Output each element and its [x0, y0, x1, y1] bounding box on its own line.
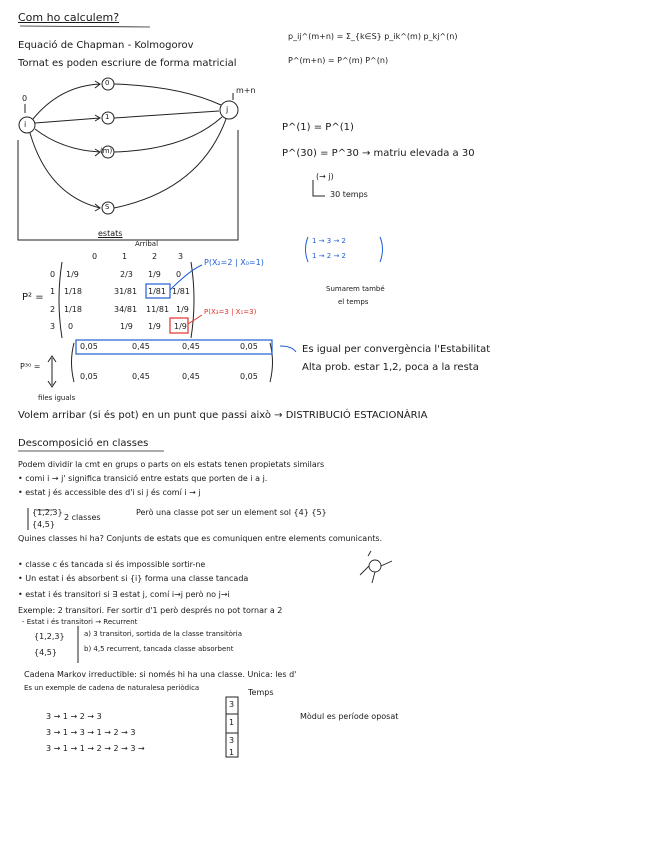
- power-p1: P^(1) = P^(1): [282, 122, 354, 133]
- matrix30-cell: 0,05: [240, 372, 258, 381]
- graph-start-label: 0: [22, 94, 28, 103]
- stationary-line: Volem arribar (si és pot) en un punt que passi això → DISTRIBUCIÓ ESTACIONÀRIA: [18, 410, 428, 421]
- matrix2-row-index: 1: [50, 287, 56, 296]
- example-summary-2: Es un exemple de cadena de naturalesa periòdica: [24, 684, 200, 692]
- example-note-2: b) 4,5 recurrent, tancada classe absorbent: [84, 645, 234, 653]
- decomposition-bullet-1: • classe c és tancada si és impossible sortir-ne: [18, 560, 206, 569]
- matrix2-cell: 1/81: [148, 287, 166, 296]
- graph-node-s-label: S: [105, 203, 110, 211]
- matrix30-name: P³⁰ =: [20, 362, 41, 371]
- decomposition-bullet-2: • Un estat i és absorbent si {i} forma una classe tancada: [18, 574, 249, 583]
- graph-node-1-label: 1: [105, 113, 110, 121]
- paths-line-3: 3 → 1 → 1 → 2 → 2 → 3 →: [46, 744, 145, 753]
- graph-states-label: estats: [98, 229, 123, 238]
- matrix2-red-note: P(X₃=3 | X₁=3): [204, 308, 257, 316]
- decomposition-class-2: {4,5}: [32, 520, 55, 529]
- ck-line-1: Equació de Chapman - Kolmogorov: [18, 40, 194, 51]
- decomposition-line-1: Podem dividir la cmt en grups o parts on els estats tenen propietats similars: [18, 460, 325, 469]
- example-note-1: a) 3 transitori, sortida de la classe transitòria: [84, 630, 243, 638]
- example-summary-1: Cadena Markov irreductible: si només hi ha una classe. Unica: les d': [24, 670, 297, 679]
- matrix2-arrival-label: Arribal: [135, 240, 159, 248]
- power-steps: 30 temps: [330, 190, 368, 199]
- matrix30-cell: 0,45: [132, 372, 150, 381]
- matrix30-cell: 0,45: [182, 342, 200, 351]
- graph-node-m-label: (m): [100, 147, 113, 155]
- power-p30: P^(30) = P^30 → matriu elevada a 30: [282, 148, 475, 159]
- paths-vector-3: 3: [229, 736, 235, 745]
- ck-formula-2: P^(m+n) = P^(m) P^(n): [288, 56, 389, 65]
- page-heading: Com ho calculem?: [18, 11, 120, 24]
- ck-line-2: Tornat es poden escriure de forma matricial: [18, 58, 237, 69]
- example-class-1: {1,2,3}: [34, 632, 65, 641]
- matrix30-cell: 0,45: [182, 372, 200, 381]
- matrix2-col-3: 3: [178, 252, 184, 261]
- power-bracket: (→ j): [316, 172, 334, 181]
- paths-line-1: 3 → 1 → 2 → 3: [46, 712, 102, 721]
- paths-right-note: Mòdul es període oposat: [300, 712, 399, 721]
- matrix2-row-index: 2: [50, 305, 56, 314]
- matrix30-cell: 0,05: [80, 342, 98, 351]
- paths-time-label: Temps: [248, 688, 274, 697]
- matrix30-convergence-1: Es igual per convergència l'Estabilitat: [302, 344, 491, 355]
- example-header: Exemple: 2 transitori. Fer sortir d'1 però després no pot tornar a 2: [18, 606, 283, 615]
- decomposition-line-2: • comi i → j' significa transició entre estats que porten de i a j.: [18, 474, 268, 483]
- matrix2-cell: 0: [68, 322, 74, 331]
- decomposition-communication: Quines classes hi ha? Conjunts de estats que es comuniquen entre elements comunicants.: [18, 534, 383, 543]
- matrix2-blue-path-1: 1 → 3 → 2: [312, 237, 346, 245]
- decomposition-title: Descomposició en classes: [18, 438, 149, 449]
- matrix2-cell: 1/9: [120, 322, 133, 331]
- matrix30-cell: 0,05: [240, 342, 258, 351]
- matrix2-blue-path-2: 1 → 2 → 2: [312, 252, 346, 260]
- matrix2-cell: 31/81: [114, 287, 138, 296]
- matrix2-blue-note: P(X₂=2 | X₀=1): [204, 258, 264, 267]
- matrix2-row-index: 0: [50, 270, 56, 279]
- matrix2-tendency-note-1: Sumarem també: [326, 285, 385, 293]
- matrix2-tendency-note-2: el temps: [338, 298, 369, 306]
- ck-formula-1: p_ij^(m+n) = Σ_{k∈S} p_ik^(m) p_kj^(n): [288, 32, 458, 41]
- decomposition-class-1: {1,2,3}: [32, 508, 63, 517]
- matrix30-cell: 0,45: [132, 342, 150, 351]
- matrix2-cell: 1/81: [172, 287, 190, 296]
- example-class-2: {4,5}: [34, 648, 57, 657]
- matrix30-cell: 0,05: [80, 372, 98, 381]
- paths-line-2: 3 → 1 → 3 → 1 → 2 → 3: [46, 728, 136, 737]
- paths-vector-4: 1: [229, 748, 235, 757]
- graph-node-j: [220, 101, 238, 119]
- matrix2-cell: 1/9: [176, 305, 189, 314]
- matrix2-cell: 1/9: [148, 270, 161, 279]
- decomposition-line-3: • estat j és accessible des d'i si j és comí i → j: [18, 488, 201, 497]
- paths-vector-1: 3: [229, 700, 235, 709]
- graph-node-i-label: i: [24, 120, 27, 129]
- matrix2-cell: 1/18: [64, 305, 82, 314]
- paths-vector-2: 1: [229, 718, 235, 727]
- matrix2-cell: 1/9: [148, 322, 161, 331]
- matrix2-cell: 1/9: [66, 270, 79, 279]
- matrix2-cell: 0: [176, 270, 182, 279]
- graph-end-label: m+n: [236, 86, 256, 95]
- decomposition-bullet-3: • estat i és transitori si ∃ estat j, comí i→j però no j→i: [18, 590, 230, 599]
- graph-node-0-label: 0: [105, 79, 110, 87]
- matrix2-cell: 2/3: [120, 270, 133, 279]
- matrix2-cell: 11/81: [146, 305, 170, 314]
- decomposition-classes-word: 2 classes: [64, 513, 101, 522]
- matrix30-side-note: files iguals: [38, 394, 76, 402]
- matrix2-col-0: 0: [92, 252, 98, 261]
- graph-node-i: [19, 117, 35, 133]
- matrix2-col-1: 1: [122, 252, 128, 261]
- matrix2-row-index: 3: [50, 322, 56, 331]
- decomposition-classes-note: Però una classe pot ser un element sol {4} {5}: [136, 508, 327, 517]
- matrix2-col-2: 2: [152, 252, 158, 261]
- graph-node-j-label: j: [226, 105, 229, 114]
- matrix2-cell: 1/18: [64, 287, 82, 296]
- example-sub: - Estat i és transitori → Recurrent: [22, 618, 138, 626]
- matrix2-name: P² =: [22, 292, 44, 303]
- matrix30-convergence-2: Alta prob. estar 1,2, poca a la resta: [302, 362, 479, 373]
- matrix2-cell: 34/81: [114, 305, 138, 314]
- matrix2-cell: 1/9: [174, 322, 187, 331]
